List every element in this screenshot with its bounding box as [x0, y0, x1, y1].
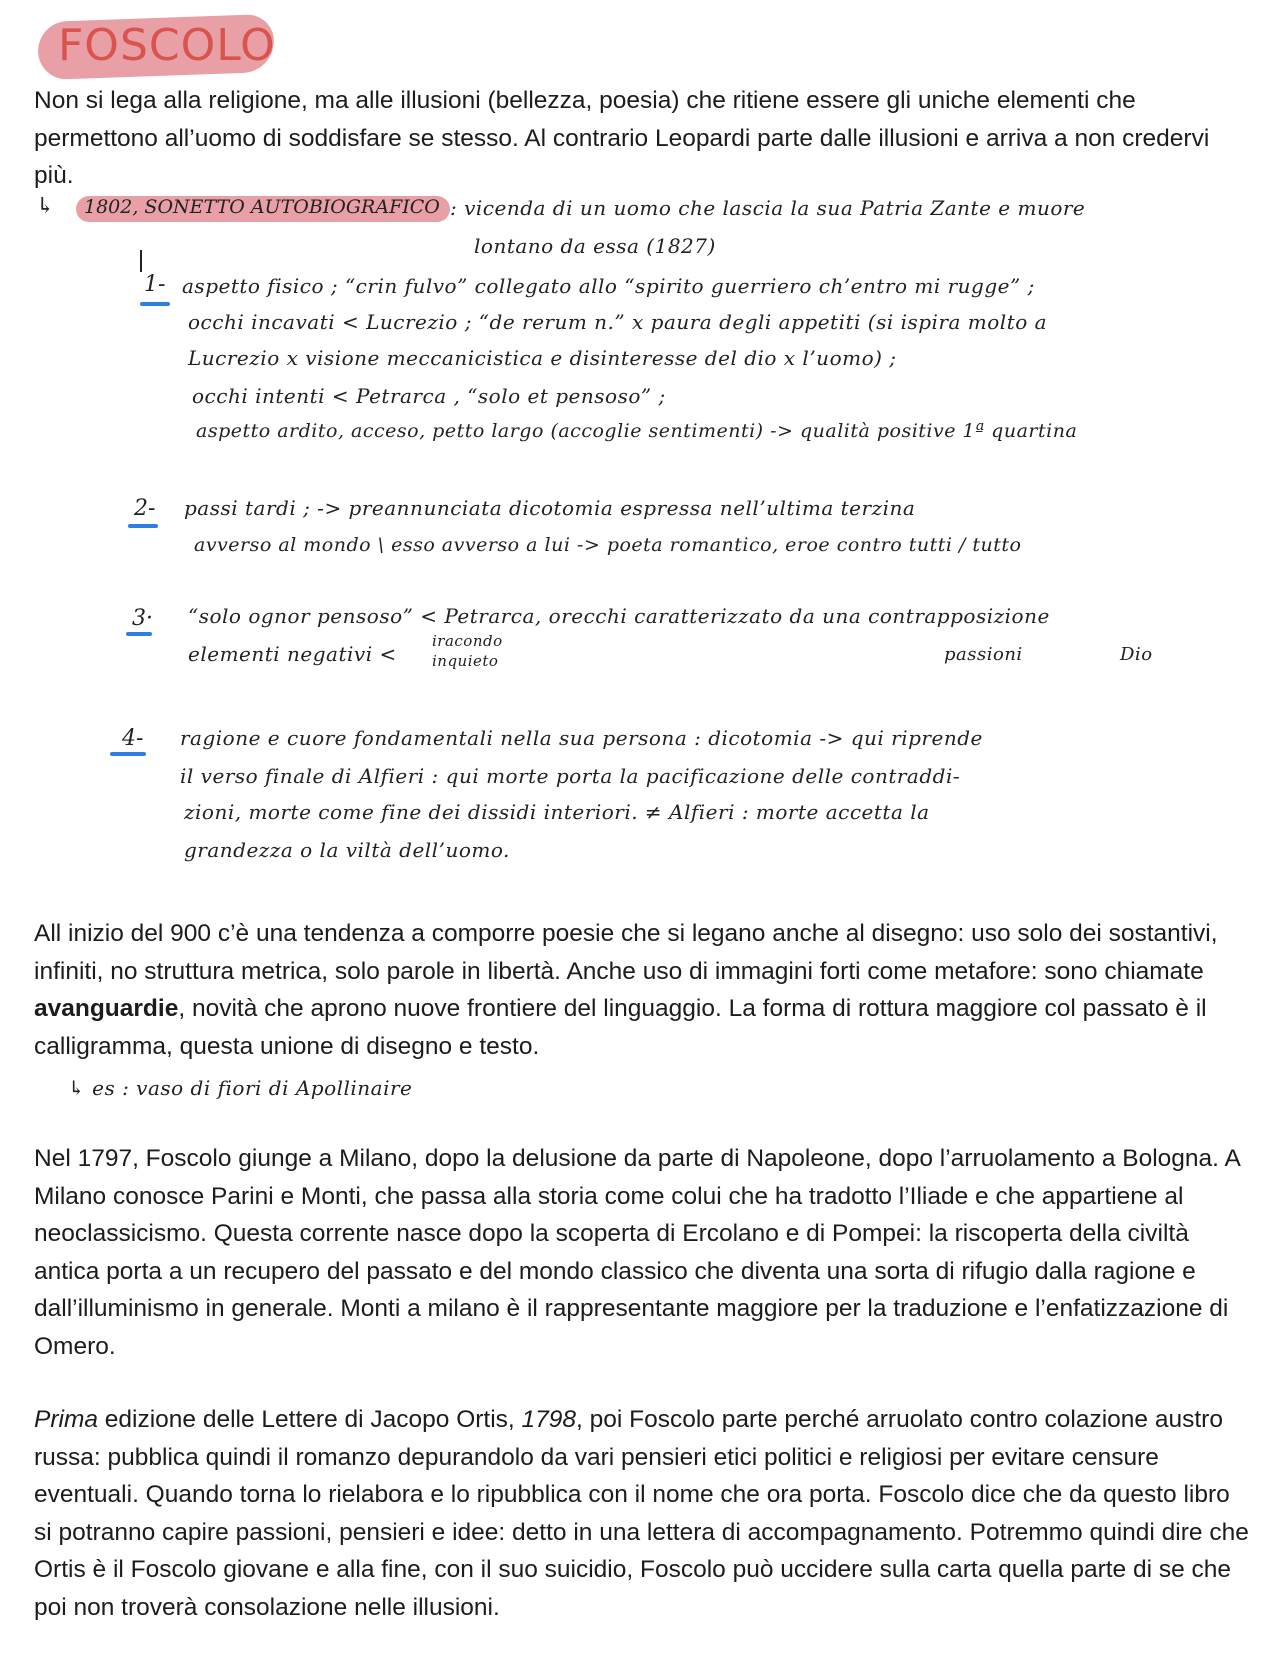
item-3-branch-2: inquieto [432, 652, 499, 670]
item-3-number: 3· [132, 606, 153, 631]
note-line-2: lontano da essa (1827) [474, 234, 716, 258]
item-3-branch-1: iracondo [432, 632, 503, 650]
title-highlight [38, 8, 278, 86]
item-3-line-1: “solo ognor pensoso” < Petrarca, orecchi caratterizzato da una contrapposizione [188, 604, 1050, 628]
item-1-line-5: aspetto ardito, acceso, petto largo (accoglie sentimenti) -> qualità positive 1ª quartina [196, 420, 1078, 442]
para2-bold: avanguardie [34, 995, 179, 1022]
para2-after: , novità che aprono nuove frontiere del linguaggio. La forma di rottura maggiore col passato è il calligramma, questa unione di disegno e testo. [34, 995, 1207, 1060]
note-line-1: : vicenda di un uomo che lascia la sua Patria Zante e muore [450, 196, 1086, 220]
item-4-number: 4- [122, 726, 144, 751]
item-1-underline [140, 302, 170, 306]
note-bar [140, 250, 142, 272]
item-1-number: 1- [144, 272, 166, 297]
note-example: ↳ es : vaso di fiori di Apollinaire [68, 1076, 413, 1100]
item-3-passioni: passioni [944, 644, 1023, 665]
para4-text-1: edizione delle Lettere di Jacopo Ortis, [97, 1406, 522, 1433]
item-4-line-1: ragione e cuore fondamentali nella sua persona : dicotomia -> qui riprende [180, 726, 983, 750]
note-arrow: ↳ [36, 194, 55, 219]
item-1-line-3: Lucrezio x visione meccanicistica e disinteresse del dio x l’uomo) ; [188, 346, 897, 370]
item-3-dio: Dio [1120, 644, 1153, 665]
item-4-line-4: grandezza o la viltà dell’uomo. [184, 838, 510, 862]
para4-italic-1: Prima [34, 1406, 98, 1433]
sonnet-highlight-text: 1802, SONETTO AUTOBIOGRAFICO [84, 196, 440, 218]
item-1-line-4: occhi intenti < Petrarca , “solo et pensoso” ; [192, 384, 666, 408]
para4-italic-2: 1798 [521, 1406, 577, 1433]
ortis-paragraph [34, 1401, 1254, 1626]
item-1-line-2: occhi incavati < Lucrezio ; “de rerum n.” x paura degli appetiti (si ispira molto a [188, 310, 1048, 334]
item-3-line-2: elementi negativi < [188, 642, 397, 666]
intro-paragraph: Non si lega alla religione, ma alle illusioni (bellezza, poesia) che ritiene essere gli uniche elementi che permettono all’uomo di soddisfare se stesso. Al contrario Leopardi parte dalle illusioni e arriva a non credervi più. [34, 87, 1210, 189]
item-2-underline [128, 524, 158, 528]
para4-text-2: , poi Foscolo parte perché arruolato contro colazione austro russa: pubblica quindi il romanzo depurandolo da vari pensieri etici politici e religiosi per evitare censure eventuali. Quando torna lo rielabora e lo ripubblica con il nome che ora porta. Foscolo dice che da questo libro si potranno capire passioni, pensieri e idee: detto in una lettera di accompagnamento. Potremmo quindi dire che Ortis è il Foscolo giovane e alla fine, con il suo suicidio, Foscolo può uccidere sulla carta quella parte di se che poi non troverà consolazione nelle illusioni. [34, 1406, 1249, 1621]
item-2-number: 2- [134, 496, 156, 521]
item-2-line-2: avverso al mondo \ esso avverso a lui -> poeta romantico, eroe contro tutti / tutto [194, 534, 1022, 556]
item-2-line-1: passi tardi ; -> preannunciata dicotomia espressa nell’ultima terzina [184, 496, 916, 520]
item-1-line-1: aspetto fisico ; “crin fulvo” collegato allo “spirito guerriero ch’entro mi rugge” ; [182, 274, 1035, 298]
page-title: FOSCOLO [58, 20, 276, 71]
para2-before: All inizio del 900 c’è una tendenza a comporre poesie che si legano anche al disegno: uso solo dei sostantivi, infiniti, no struttura metrica, solo parole in libertà. Anche uso di immagini forti come metafore: sono chiamate [34, 920, 1218, 985]
milano-paragraph: Nel 1797, Foscolo giunge a Milano, dopo la delusione da parte di Napoleone, dopo l’arruolamento a Bologna. A Milano conosce Parini e Monti, che passa alla storia come colui che ha tradotto l’Iliade e che appartiene al neoclassicismo. Questa corrente nasce dopo la scoperta di Ercolano e di Pompei: la riscoperta della civiltà antica porta a un recupero del passato e del mondo classico che diventa una sorta di rifugio dalla ragione e dall’illuminismo in generale. Monti a milano è il rappresentante maggiore per la traduzione e l’enfatizzazione di Omero. [34, 1145, 1240, 1360]
item-4-line-3: zioni, morte come fine dei dissidi interiori. ≠ Alfieri : morte accetta la [184, 800, 930, 824]
item-4-underline [110, 752, 146, 756]
item-3-underline [126, 632, 152, 636]
avanguardie-paragraph [34, 915, 1254, 1065]
item-4-line-2: il verso finale di Alfieri : qui morte porta la pacificazione delle contraddi- [180, 764, 961, 788]
